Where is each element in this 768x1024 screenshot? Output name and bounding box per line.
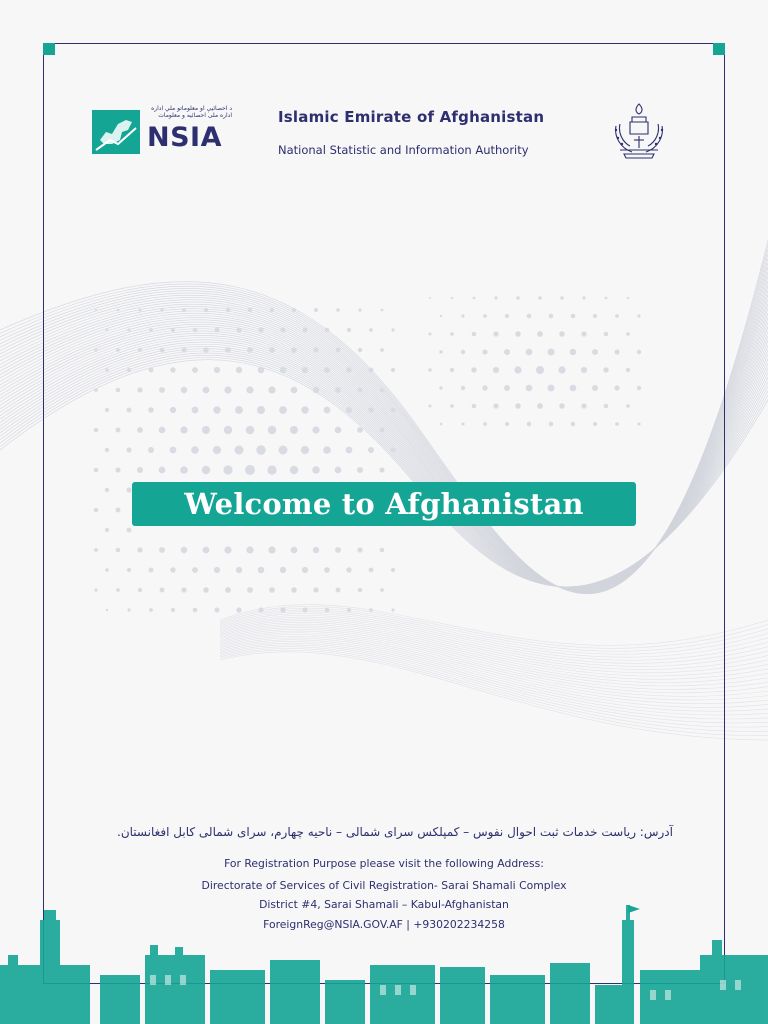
afghanistan-map-icon: [92, 110, 144, 158]
address-dari: آدرس: ریاست خدمات ثبت احوال نفوس – کمپلکس سرای شمالی – ناحیه چهارم، سرای شمالی کابل افغانستان.: [117, 825, 673, 839]
kabul-skyline-illustration: [0, 895, 768, 1024]
page-title: Islamic Emirate of Afghanistan: [278, 108, 545, 126]
contact-info: ForeignReg@NSIA.GOV.AF | +930202234258: [263, 918, 505, 931]
registration-intro: For Registration Purpose please visit the following Address:: [224, 857, 544, 870]
nsia-wordmark: NSIA: [147, 122, 222, 153]
welcome-banner: Welcome to Afghanistan: [132, 482, 636, 526]
nsia-logo-tagline: د احصائیې او معلوماتو ملي اداره اداره ملی احصائیه و معلومات: [151, 105, 232, 119]
national-emblem-icon: [606, 100, 672, 162]
frame-corner-top-left: [43, 43, 55, 55]
frame-corner-top-right: [713, 43, 725, 55]
page-subtitle: National Statistic and Information Authority: [278, 143, 529, 157]
registration-district: District #4, Sarai Shamali – Kabul-Afghanistan: [259, 898, 509, 911]
registration-directorate: Directorate of Services of Civil Registration- Sarai Shamali Complex: [201, 879, 567, 892]
